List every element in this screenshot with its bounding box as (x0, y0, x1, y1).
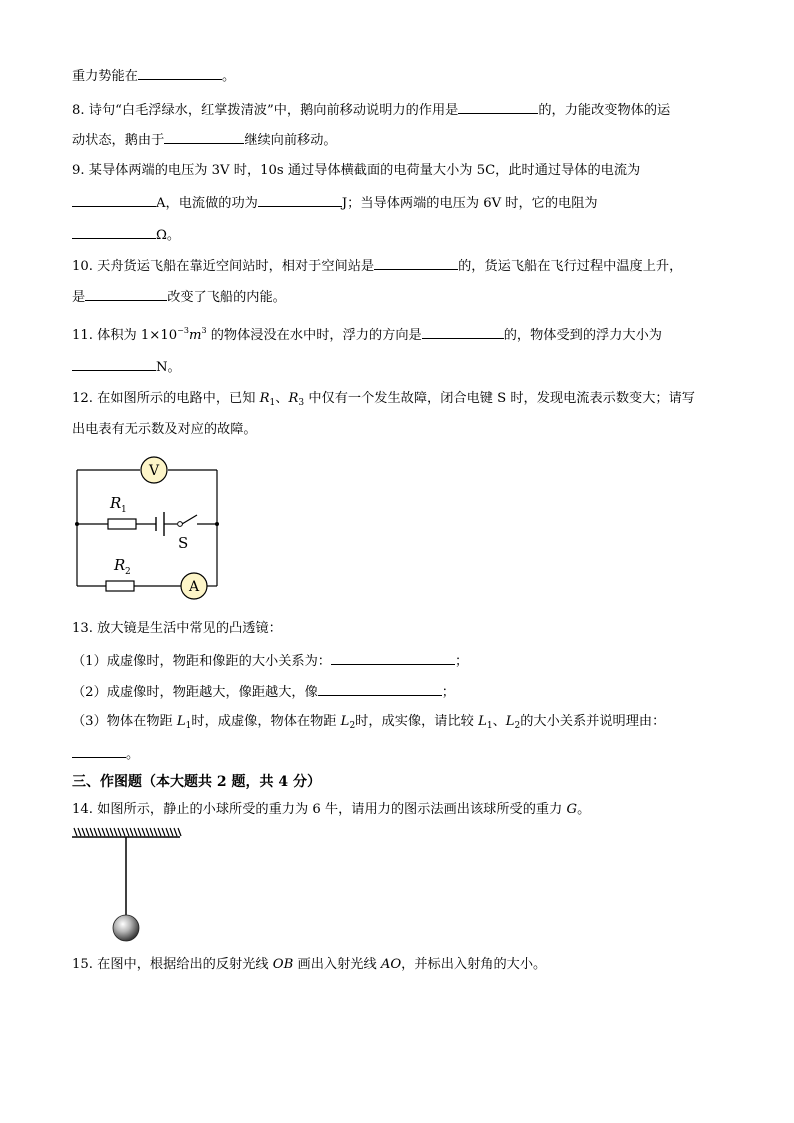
answer-blank[interactable] (374, 256, 458, 270)
hatch-mark (178, 828, 181, 836)
hatch-mark (74, 828, 77, 836)
q15-text: 15. 在图中，根据给出的反射光线 (72, 957, 273, 972)
q15-line1 (72, 956, 546, 974)
hatch-mark (150, 828, 153, 836)
l-symbol: L (478, 714, 487, 729)
junction-dot (75, 522, 79, 526)
ball (113, 915, 139, 941)
hatch-mark (154, 828, 157, 836)
q13-text: 、 (492, 714, 506, 729)
q10-text: 改变了飞船的内能。 (167, 290, 286, 305)
hatch-mark (82, 828, 85, 836)
q10-text: 的，货运飞船在飞行过程中温度上升， (458, 259, 683, 274)
hatch-mark (90, 828, 93, 836)
l-symbol: L (340, 714, 350, 729)
ammeter-label: A (188, 579, 200, 595)
ao-label: AO (380, 957, 402, 972)
q11-exponent: −3 (177, 326, 189, 335)
hatch-mark (78, 828, 81, 836)
hatch-mark (138, 828, 141, 836)
r1-symbol: R (259, 391, 270, 406)
hatch-mark (146, 828, 149, 836)
q8-line1 (72, 100, 670, 120)
q10-text: 10. 天舟货运飞船在靠近空间站时，相对于空间站是 (72, 259, 375, 274)
q14-end: 。 (577, 802, 591, 817)
q9-text: 9. 某导体两端的电压为 3V 时，10s 通过导体横截面的电荷量大小为 5C，此时通过导体的电流为 (72, 163, 641, 178)
q13-text: 13. 放大镜是生活中常见的凸透镜： (72, 621, 282, 636)
answer-blank[interactable] (72, 193, 156, 207)
q13-text: 的大小关系并说明理由： (520, 714, 666, 729)
hatch-mark (126, 828, 129, 836)
voltmeter-label: V (148, 463, 160, 479)
r2-label: R (114, 556, 126, 574)
l-symbol: L (176, 714, 186, 729)
answer-blank[interactable] (72, 744, 126, 758)
q13-text: （3）物体在物距 (72, 714, 177, 729)
q12-text: 出电表有无示数及对应的故障。 (72, 422, 257, 437)
q9-text: J；当导体两端的电压为 6V 时，它的电阻为 (341, 196, 598, 211)
q11-line1 (72, 322, 662, 345)
q13-end: 。 (126, 747, 140, 762)
hatch-mark (106, 828, 109, 836)
hatch-mark (166, 828, 169, 836)
q13-text: 时，成虚像，物体在物距 (191, 714, 341, 729)
q11-text: 的物体浸没在水中时，浮力的方向是 (206, 328, 422, 343)
q13-sub2 (72, 682, 455, 702)
ob-label: OB (272, 957, 294, 972)
q7-tail (72, 66, 235, 86)
q13-text: （2）成虚像时，物距越大，像距越大，像 (72, 685, 318, 700)
q13-text: （1）成虚像时，物距和像距的大小关系为： (72, 654, 331, 669)
hatch-mark (98, 828, 101, 836)
switch-label: S (178, 534, 189, 552)
answer-blank[interactable] (331, 651, 455, 665)
answer-blank[interactable] (72, 225, 156, 239)
q11-line2 (72, 357, 181, 377)
g-symbol: G (566, 802, 578, 817)
q7-end: 。 (221, 69, 236, 84)
answer-blank[interactable] (422, 325, 504, 339)
hatch-mark (122, 828, 125, 836)
q15-text: 画出入射光线 (293, 957, 381, 972)
q12-text: 12. 在如图所示的电路中，已知 (72, 391, 260, 406)
q13-sub3-answer (72, 744, 139, 764)
l-subscript: 1 (486, 721, 493, 731)
hatch-mark (130, 828, 133, 836)
switch-contact (178, 522, 183, 527)
q8-line2 (72, 130, 337, 150)
q13-text: 时，成实像，请比较 (355, 714, 479, 729)
hatch-mark (170, 828, 173, 836)
r3-symbol: R (288, 391, 299, 406)
hatch-mark (94, 828, 97, 836)
l-subscript: 2 (349, 721, 356, 731)
hatch-mark (102, 828, 105, 836)
q8-text: 动状态，鹅由于 (72, 133, 165, 148)
q13-line1 (72, 620, 282, 638)
q14-text: 14. 如图所示，静止的小球所受的重力为 6 牛，请用力的图示法画出该球所受的重力 (72, 802, 567, 817)
q11-text: N。 (156, 360, 181, 375)
resistor-r2 (106, 581, 134, 591)
answer-blank[interactable] (258, 193, 342, 207)
hatch-mark (174, 828, 177, 836)
ceiling-support (72, 828, 181, 837)
l-symbol: L (505, 714, 515, 729)
answer-blank[interactable] (72, 357, 156, 371)
q10-line1 (72, 256, 682, 276)
q13-sub1 (72, 651, 468, 671)
q10-line2 (72, 287, 286, 307)
q13-end: ； (441, 685, 455, 700)
hatch-mark (158, 828, 161, 836)
q9-line2 (72, 193, 598, 213)
answer-blank[interactable] (85, 287, 167, 301)
hatch-mark (142, 828, 145, 836)
answer-blank[interactable] (458, 100, 538, 114)
r1-label: R (110, 494, 122, 512)
l-subscript: 1 (185, 721, 192, 731)
q12-separator: 、 (275, 391, 289, 406)
q14-line1 (72, 801, 590, 819)
answer-blank[interactable] (318, 682, 442, 696)
q9-line1 (72, 162, 640, 180)
r1-subscript: 1 (269, 398, 276, 408)
answer-blank[interactable] (164, 130, 244, 144)
r2-label-sub: 2 (125, 567, 131, 577)
hatch-mark (86, 828, 89, 836)
q8-text: 的，力能改变物体的运 (538, 103, 671, 118)
l-subscript: 2 (514, 721, 521, 731)
q12-line2 (72, 421, 257, 439)
q11-unit-exponent: 3 (201, 326, 207, 335)
hatch-mark (134, 828, 137, 836)
answer-blank[interactable] (138, 66, 222, 80)
q15-text: ，并标出入射角的大小。 (401, 957, 547, 972)
q9-text: Ω。 (156, 228, 181, 243)
q10-text: 是 (72, 290, 86, 305)
q8-text: 8. 诗句“白毛浮绿水，红掌拨清波”中，鹅向前移动说明力的作用是 (72, 103, 459, 118)
q7-text: 重力势能在 (72, 69, 138, 84)
q11-text: 11. 体积为 1×10 (72, 328, 178, 343)
q11-text: 的，物体受到的浮力大小为 (503, 328, 662, 343)
hatch-mark (114, 828, 117, 836)
q12-line1 (72, 390, 695, 412)
q8-text: 继续向前移动。 (244, 133, 337, 148)
hatch-mark (110, 828, 113, 836)
q12-text: 中仅有一个发生故障，闭合电键 S 时，发现电流表示数变大；请写 (304, 391, 695, 406)
hatch-mark (118, 828, 121, 836)
q13-end: ； (454, 654, 469, 669)
circuit-diagram (70, 455, 230, 605)
section-heading: 三、作图题（本大题共 2 题，共 4 分） (72, 774, 321, 790)
hanging-ball-figure (70, 825, 190, 945)
junction-dot (215, 522, 219, 526)
resistor-r1 (108, 519, 136, 529)
r1-label-sub: 1 (121, 505, 127, 515)
q9-text: A，电流做的功为 (156, 196, 258, 211)
q13-sub3 (72, 713, 665, 735)
q11-unit: m (188, 328, 202, 343)
q9-line3 (72, 225, 180, 245)
r3-subscript: 3 (298, 398, 305, 408)
hatch-mark (162, 828, 165, 836)
